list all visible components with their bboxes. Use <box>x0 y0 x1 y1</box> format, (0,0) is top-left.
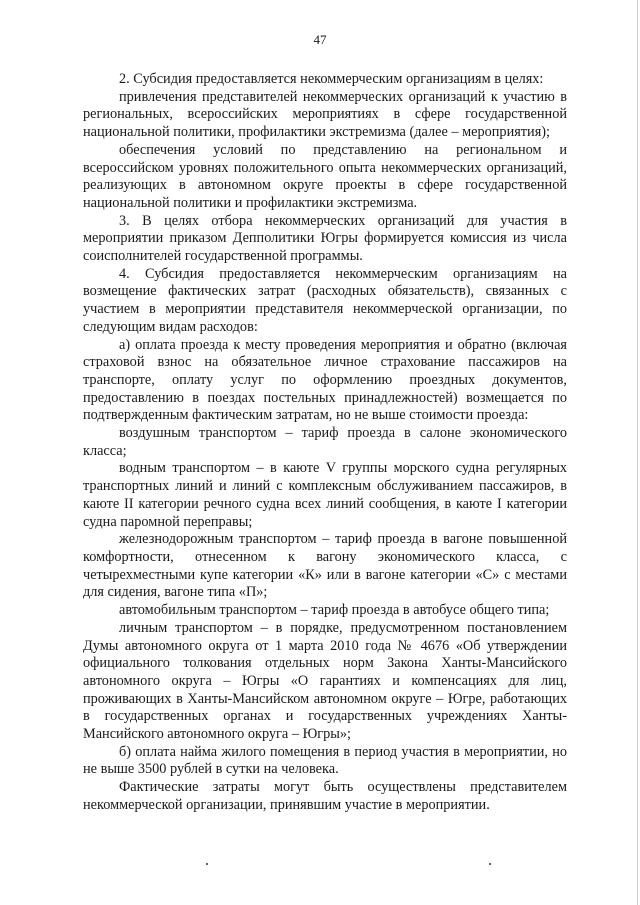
paragraph-b-accommodation: б) оплата найма жилого помещения в период участия в мероприятии, но не выше 3500 рублей в сутки на человека. <box>83 743 567 778</box>
paragraph-a-travel: а) оплата проезда к месту проведения мероприятия и обратно (включая страховой взнос на обязательное личное страхование пассажиров на транспорте, оплату услуг по оформлению проездных документов, предоставлению в поездах постельных принадлежностей) возмещается по подтвержденным фактическим затратам, но не выше стоимости проезда: <box>83 336 567 424</box>
paragraph-personal-transport: личным транспортом – в порядке, предусмотренном постановлением Думы автономного округа от 1 марта 2010 года № 4676 «Об утверждении официального толкования отдельных норм Закона Ханты-Мансийского автономного округа – Югры «О гарантиях и компенсациях для лиц, проживающих в Ханты-Мансийском автономном округе – Югре, работающих в государственных органах и государственных учреждениях Ханты-Мансийского автономного округа – Югры»; <box>83 619 567 743</box>
scan-edge-line <box>637 0 638 905</box>
scan-dot-right <box>489 863 491 865</box>
paragraph-rail-transport: железнодорожным транспортом – тариф проезда в вагоне повышенной комфортности, отнесенном к вагону экономического класса, с четырехместными купе категории «К» или в вагоне категории «С» с местами для сидения, вагоне типа «П»; <box>83 531 567 601</box>
document-body <box>83 71 567 815</box>
paragraph-air-transport: воздушным транспортом – тариф проезда в салоне экономического класса; <box>83 425 567 459</box>
paragraph-goal-participation: привлечения представителей некоммерческих организаций к участию в региональных, всероссийских мероприятиях в сфере государственной национальной политики, профилактики экстремизма (далее – мероприятия); <box>83 88 567 141</box>
paragraph-2-intro: 2. Субсидия предоставляется некоммерческим организациям в целях: <box>119 71 544 87</box>
paragraph-4-expenses: 4. Субсидия предоставляется некоммерческим организациям на возмещение фактических затрат (расходных обязательств), связанных с участием в мероприятии представителя некоммерческой организации, по следующим видам расходов: <box>83 265 567 335</box>
paragraph-3-commission: 3. В целях отбора некоммерческих организаций для участия в мероприятии приказом Депполитики Югры формируется комиссия из числа соисполнителей государственной программы. <box>83 212 567 265</box>
paragraph-actual-costs: Фактические затраты могут быть осуществлены представителем некоммерческой организации, принявшим участие в мероприятии. <box>83 779 567 813</box>
scan-dot-left <box>206 863 208 865</box>
paragraph-goal-experience: обеспечения условий по представлению на региональном и всероссийском уровнях положительного опыта некоммерческих организаций, реализующих в автономном округе проекты в сфере государственной национальной политики и профилактики экстремизма. <box>83 141 567 211</box>
page-number: 47 <box>313 32 327 47</box>
paragraph-bus-transport: автомобильным транспортом – тариф проезда в автобусе общего типа; <box>119 602 550 619</box>
paragraph-water-transport: водным транспортом – в каюте V группы морского судна регулярных транспортных линий и линий с комплексным обслуживанием пассажиров, в каюте II категории речного судна всех линий сообщения, в каюте I категории судна паромной переправы; <box>83 460 567 530</box>
